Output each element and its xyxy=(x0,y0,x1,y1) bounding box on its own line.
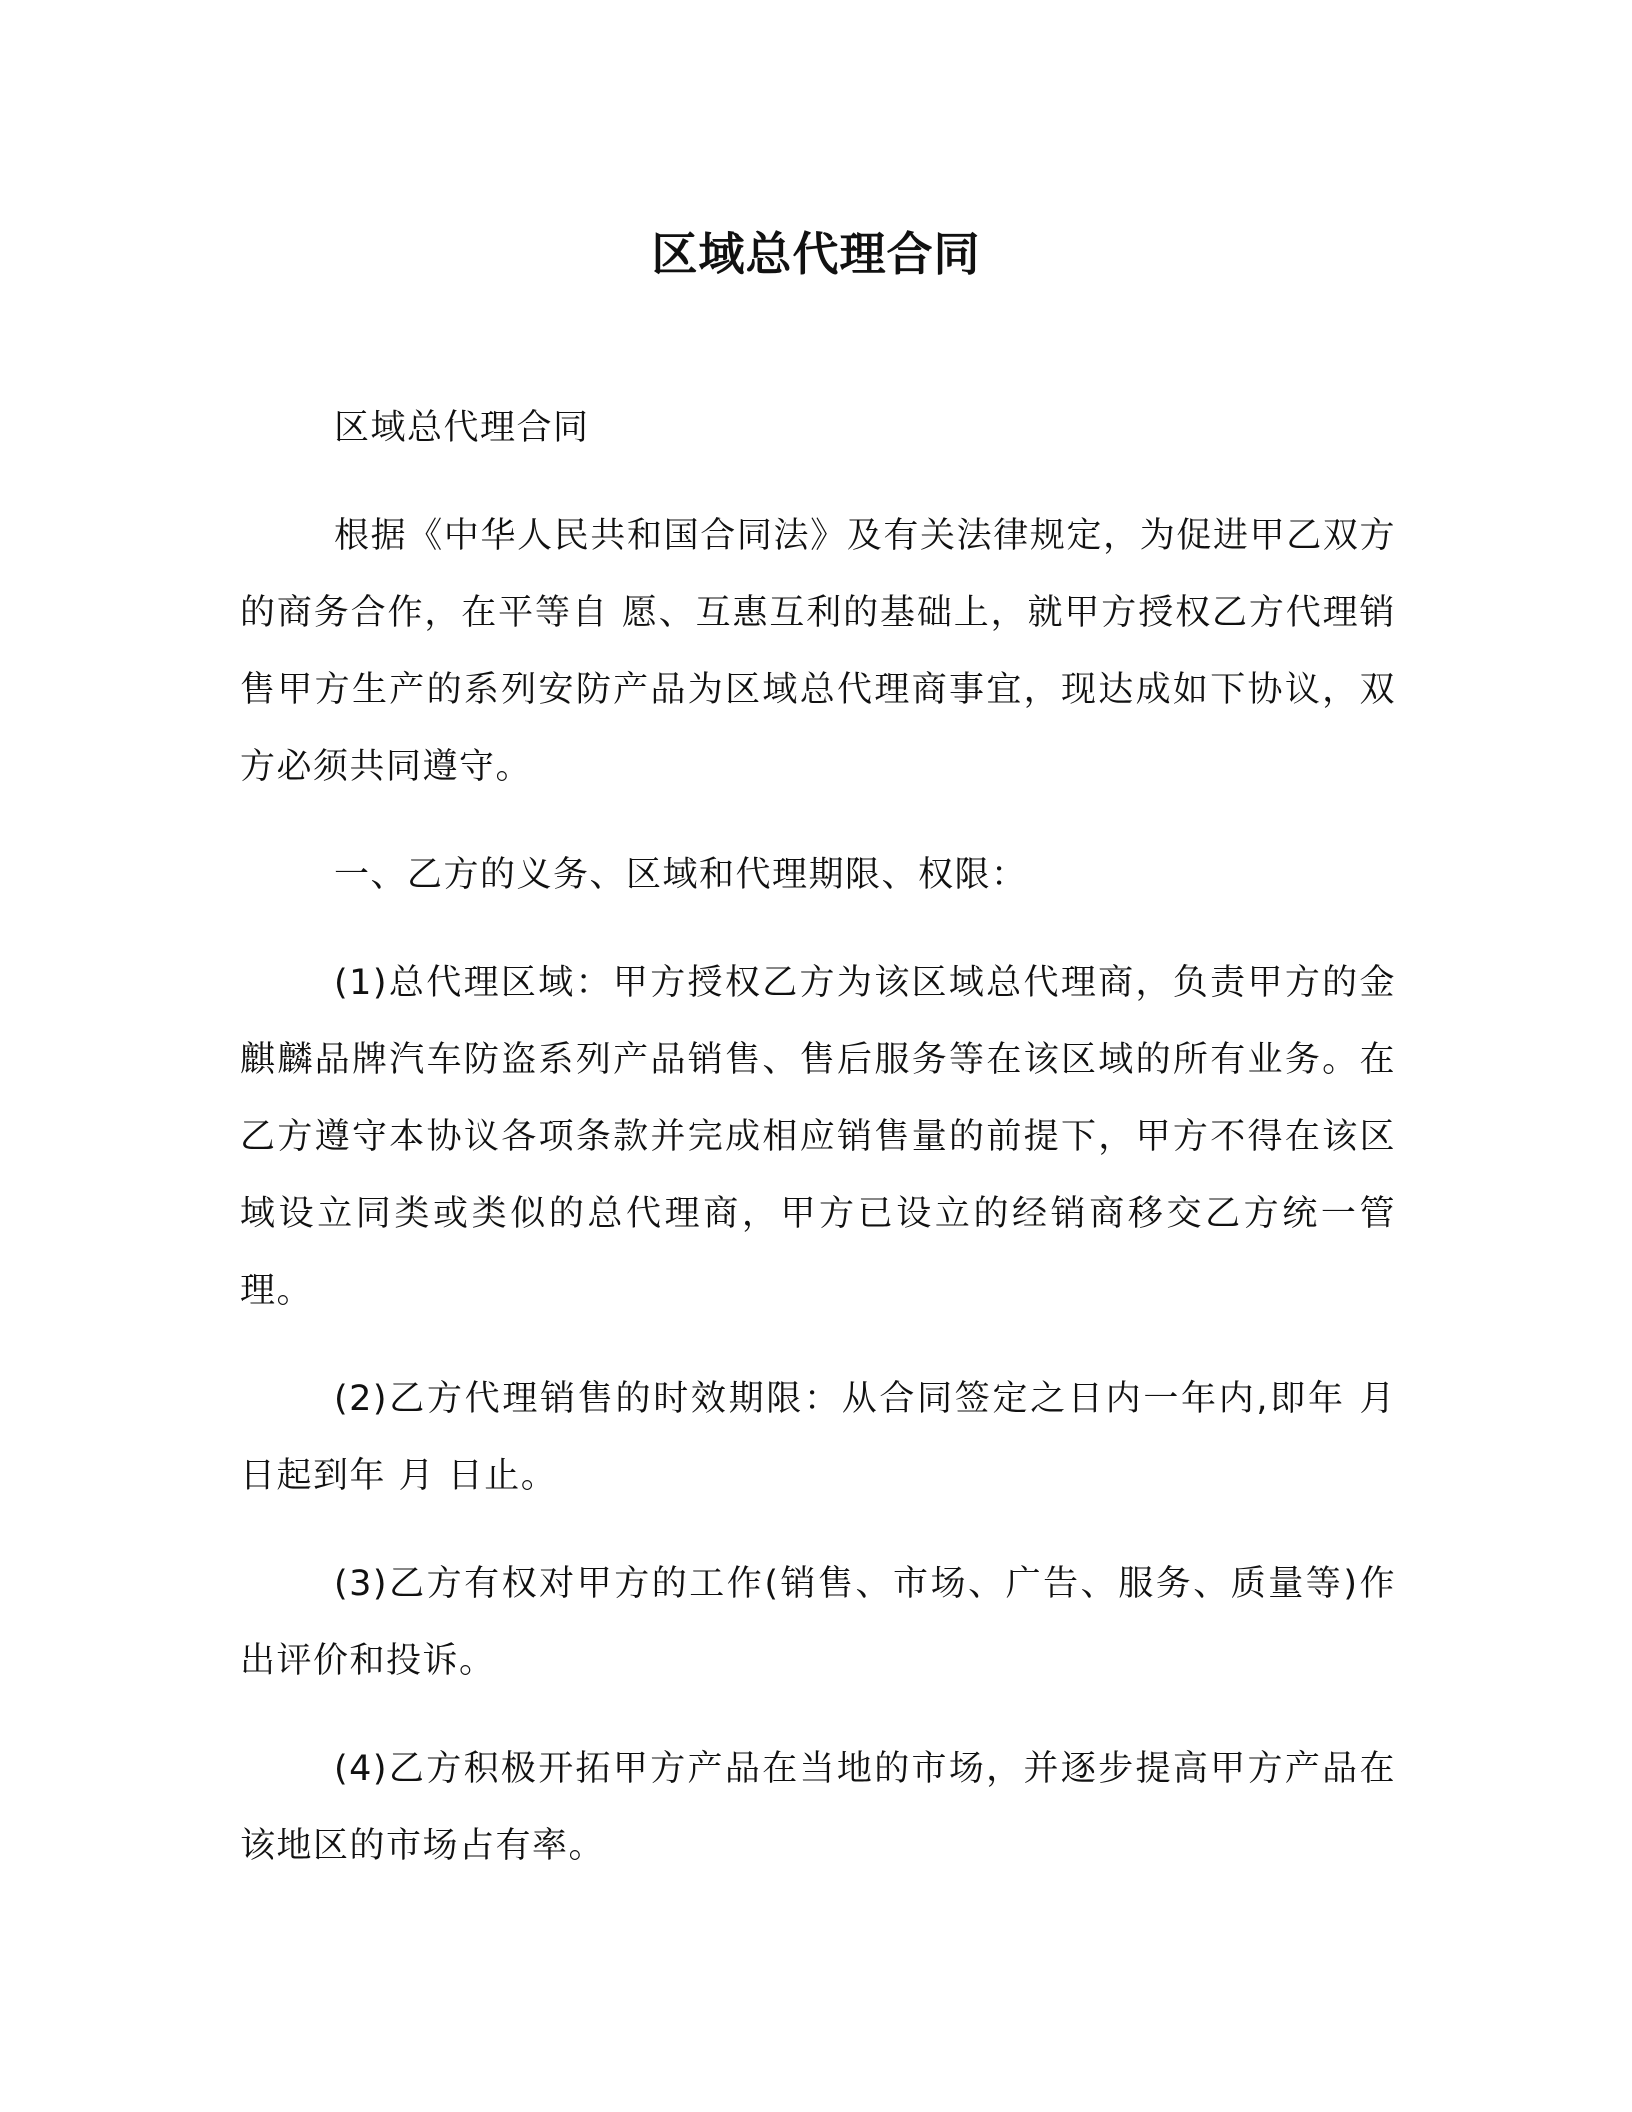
clause-2-paragraph: (2)乙方代理销售的时效期限：从合同签定之日内一年内,即年 月 日起到年 月 日止。 xyxy=(240,1379,1396,1496)
section-heading: 一、乙方的义务、区域和代理期限、权限： xyxy=(334,855,1028,895)
document-title: 区域总代理合同 xyxy=(651,227,981,281)
preamble-paragraph: 根据《中华人民共和国合同法》及有关法律规定，为促进甲乙双方的商务合作，在平等自 愿、互惠互利的基础上，就甲方授权乙方代理销售甲方生产的系列安防产品为区域总代理商事宜，现达成如下协议，双方必须共同遵守。 xyxy=(240,516,1396,787)
subtitle-paragraph: 区域总代理合同 xyxy=(334,408,590,448)
document-body xyxy=(240,390,1396,1916)
clause-1-paragraph: (1)总代理区域：甲方授权乙方为该区域总代理商，负责甲方的金麒麟品牌汽车防盗系列产品销售、售后服务等在该区域的所有业务。在乙方遵守本协议各项条款并完成相应销售量的前提下，甲方不得在该区域设立同类或类似的总代理商，甲方已设立的经销商移交乙方统一管理。 xyxy=(240,963,1396,1311)
clause-4-paragraph: (4)乙方积极开拓甲方产品在当地的市场，并逐步提高甲方产品在该地区的市场占有率。 xyxy=(240,1749,1396,1866)
clause-3-paragraph: (3)乙方有权对甲方的工作(销售、市场、广告、服务、质量等)作出评价和投诉。 xyxy=(240,1564,1396,1681)
